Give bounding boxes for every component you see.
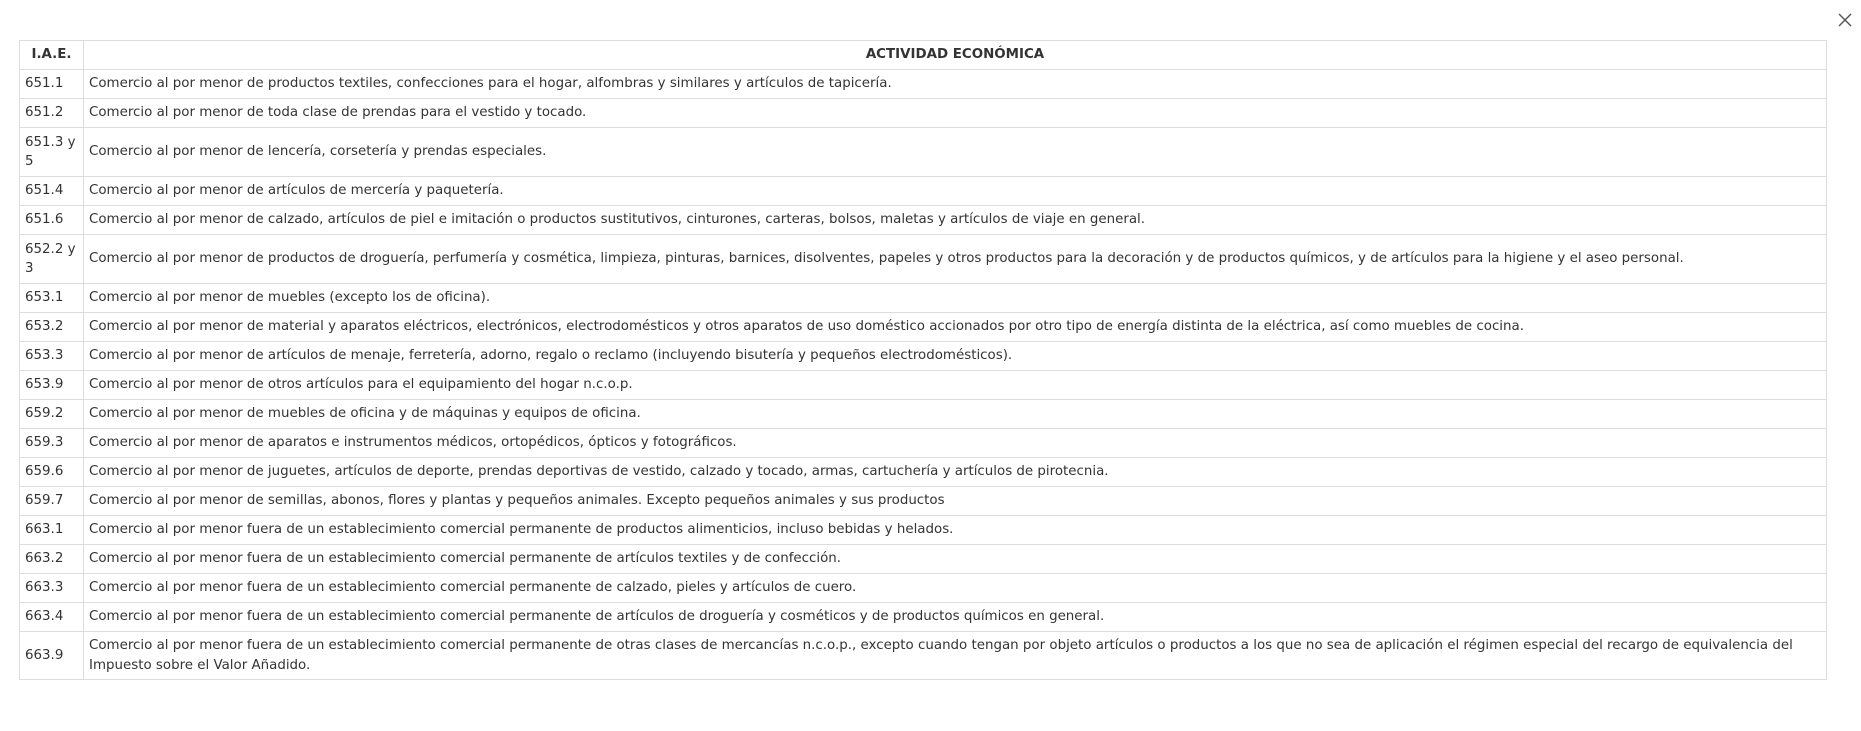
table-row <box>20 545 1827 574</box>
activity-cell: Comercio al por menor fuera de un establecimiento comercial permanente de artículos de droguería y cosméticos y de productos químicos en general. <box>84 603 1827 632</box>
activity-cell: Comercio al por menor de muebles (excepto los de oficina). <box>84 284 1827 313</box>
activity-cell: Comercio al por menor de toda clase de prendas para el vestido y tocado. <box>84 99 1827 128</box>
table-row <box>20 458 1827 487</box>
table-row <box>20 313 1827 342</box>
activity-cell: Comercio al por menor fuera de un establecimiento comercial permanente de productos alimenticios, incluso bebidas y helados. <box>84 516 1827 545</box>
activity-cell: Comercio al por menor de muebles de oficina y de máquinas y equipos de oficina. <box>84 400 1827 429</box>
table-row <box>20 206 1827 235</box>
table-row <box>20 235 1827 284</box>
activity-cell: Comercio al por menor de artículos de mercería y paquetería. <box>84 177 1827 206</box>
activity-cell: Comercio al por menor de material y aparatos eléctricos, electrónicos, electrodomésticos y otros aparatos de uso doméstico accionados por otro tipo de energía distinta de la eléctrica, así como muebles de cocina. <box>84 313 1827 342</box>
iae-code-cell: 659.7 <box>20 487 84 516</box>
table-row <box>20 487 1827 516</box>
activity-cell: Comercio al por menor de productos de droguería, perfumería y cosmética, limpieza, pinturas, barnices, disolventes, papeles y otros productos para la decoración y de productos químicos, y de artículos para la higiene y el aseo personal. <box>84 235 1827 284</box>
iae-code-cell: 651.4 <box>20 177 84 206</box>
table-row <box>20 603 1827 632</box>
iae-code-cell: 663.3 <box>20 574 84 603</box>
table-row <box>20 371 1827 400</box>
activity-cell: Comercio al por menor de lencería, corsetería y prendas especiales. <box>84 128 1827 177</box>
activity-cell: Comercio al por menor de semillas, abonos, flores y plantas y pequeños animales. Excepto pequeños animales y sus productos <box>84 487 1827 516</box>
activity-cell: Comercio al por menor fuera de un establecimiento comercial permanente de otras clases de mercancías n.c.o.p., excepto cuando tengan por objeto artículos o productos a los que no sea de aplicación el régimen especial del recargo de equivalencia del Impuesto sobre el Valor Añadido. <box>84 632 1827 680</box>
table-row <box>20 429 1827 458</box>
iae-code-cell: 659.6 <box>20 458 84 487</box>
activity-cell: Comercio al por menor de artículos de menaje, ferretería, adorno, regalo o reclamo (incluyendo bisutería y pequeños electrodomésticos). <box>84 342 1827 371</box>
iae-code-cell: 653.2 <box>20 313 84 342</box>
close-button[interactable] <box>1830 5 1860 35</box>
activity-cell: Comercio al por menor fuera de un establecimiento comercial permanente de artículos textiles y de confección. <box>84 545 1827 574</box>
table-row <box>20 632 1827 680</box>
table-row <box>20 70 1827 99</box>
iae-code-cell: 663.4 <box>20 603 84 632</box>
iae-code-cell: 659.2 <box>20 400 84 429</box>
iae-code-cell: 651.6 <box>20 206 84 235</box>
close-icon <box>1838 13 1852 27</box>
column-header-activity: ACTIVIDAD ECONÓMICA <box>84 41 1827 70</box>
table-row <box>20 516 1827 545</box>
iae-code-cell: 653.1 <box>20 284 84 313</box>
activity-cell: Comercio al por menor fuera de un establecimiento comercial permanente de calzado, pieles y artículos de cuero. <box>84 574 1827 603</box>
table-row <box>20 574 1827 603</box>
activity-cell: Comercio al por menor de aparatos e instrumentos médicos, ortopédicos, ópticos y fotográficos. <box>84 429 1827 458</box>
iae-code-cell: 653.9 <box>20 371 84 400</box>
iae-code-cell: 659.3 <box>20 429 84 458</box>
table-row <box>20 342 1827 371</box>
table-header-row <box>20 41 1827 70</box>
activity-cell: Comercio al por menor de calzado, artículos de piel e imitación o productos sustitutivos, cinturones, carteras, bolsos, maletas y artículos de viaje en general. <box>84 206 1827 235</box>
iae-activity-table <box>19 40 1827 680</box>
table-row <box>20 128 1827 177</box>
table-row <box>20 400 1827 429</box>
activity-cell: Comercio al por menor de juguetes, artículos de deporte, prendas deportivas de vestido, calzado y tocado, armas, cartuchería y artículos de pirotecnia. <box>84 458 1827 487</box>
iae-code-cell: 652.2 y 3 <box>20 235 84 284</box>
column-header-iae: I.A.E. <box>20 41 84 70</box>
table-row <box>20 177 1827 206</box>
iae-code-cell: 663.1 <box>20 516 84 545</box>
iae-code-cell: 663.9 <box>20 632 84 680</box>
activity-cell: Comercio al por menor de otros artículos para el equipamiento del hogar n.c.o.p. <box>84 371 1827 400</box>
iae-code-cell: 653.3 <box>20 342 84 371</box>
iae-code-cell: 651.3 y 5 <box>20 128 84 177</box>
table-row <box>20 99 1827 128</box>
iae-code-cell: 663.2 <box>20 545 84 574</box>
iae-code-cell: 651.1 <box>20 70 84 99</box>
table-row <box>20 284 1827 313</box>
iae-code-cell: 651.2 <box>20 99 84 128</box>
activity-cell: Comercio al por menor de productos textiles, confecciones para el hogar, alfombras y similares y artículos de tapicería. <box>84 70 1827 99</box>
